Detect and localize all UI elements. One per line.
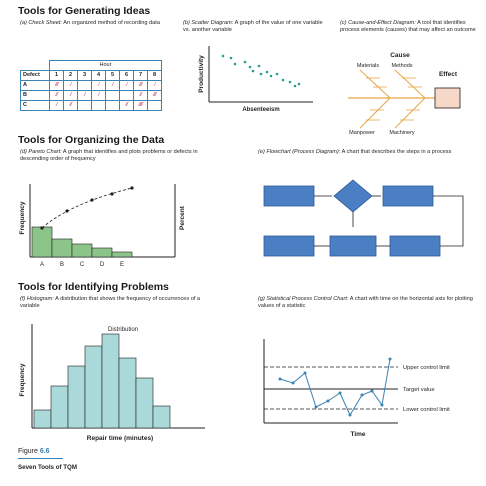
manpower-label: Manpower xyxy=(349,130,375,136)
flow-step-box xyxy=(330,236,376,256)
histogram-bar xyxy=(136,378,153,428)
scatter-point xyxy=(289,81,292,84)
caption-scatter xyxy=(183,20,331,34)
pareto-cumulative-point xyxy=(40,226,43,229)
check-sheet-hour-cell: 5 xyxy=(106,71,120,81)
check-sheet-defect-cell: B xyxy=(21,91,50,101)
scatter-point xyxy=(222,55,225,58)
check-sheet-tally-cell: / xyxy=(120,81,134,91)
spc-x-label: Time xyxy=(350,431,366,438)
spc-point xyxy=(327,400,330,403)
check-sheet-row xyxy=(21,81,162,91)
scatter-point xyxy=(270,75,273,78)
scatter-point xyxy=(282,79,285,82)
spc-ucl-label: Upper control limit xyxy=(403,365,450,371)
pareto-bar xyxy=(92,248,112,257)
caption-text: A graph that identifies and plots problems or defects in descending order of frequency xyxy=(20,149,198,162)
scatter-diagram xyxy=(195,44,325,124)
histogram-y-label: Frequency xyxy=(19,363,26,397)
check-sheet-row xyxy=(21,91,162,101)
scatter-point xyxy=(258,65,261,68)
check-sheet-defect-cell: C xyxy=(21,101,50,111)
histogram-bar xyxy=(119,358,136,428)
caption-label: (e) Flowchart (Process Diagram): xyxy=(258,149,341,155)
caption-label: (c) Cause-and-Effect Diagram: xyxy=(340,20,416,26)
scatter-point xyxy=(266,71,269,74)
section-heading-organizing: Tools for Organizing the Data xyxy=(18,134,165,146)
check-sheet-tally-cell xyxy=(106,91,120,101)
spc-point xyxy=(371,390,374,393)
cause-effect-diagram xyxy=(340,50,480,140)
check-sheet-hour-cell: 6 xyxy=(120,71,134,81)
check-sheet-tally-cell xyxy=(78,101,92,111)
histogram-bar xyxy=(34,410,51,428)
scatter-y-label: Productivity xyxy=(198,55,205,93)
check-sheet-tally-cell xyxy=(92,101,106,111)
caption-label: (a) Check Sheet: xyxy=(20,20,62,26)
spc-point xyxy=(361,394,364,397)
check-sheet-tally-cell: //// xyxy=(134,101,148,111)
figure-prefix: Figure xyxy=(18,448,38,455)
caption-label: (f) Histogram: xyxy=(20,296,54,302)
check-sheet-hour-cell: 4 xyxy=(92,71,106,81)
fishbone-bone xyxy=(395,98,425,128)
caption-label: (d) Pareto Chart: xyxy=(20,149,62,155)
check-sheet-hour-cell: 3 xyxy=(78,71,92,81)
pareto-bar xyxy=(112,252,132,257)
spc-point xyxy=(339,392,342,395)
caption-text: A distribution that shows the frequency of occurrences of a variable xyxy=(20,296,201,309)
caption-check-sheet xyxy=(20,20,170,27)
pareto-cumulative-point xyxy=(110,192,113,195)
histogram-bar xyxy=(153,406,170,428)
check-sheet-tally-cell: /// xyxy=(50,81,64,91)
pareto-cumulative-point xyxy=(90,198,93,201)
scatter-point xyxy=(276,73,279,76)
caption-text: A tool that identifies process elements (causes) that may affect an outcome xyxy=(340,20,476,33)
scatter-point xyxy=(234,63,237,66)
histogram-bar xyxy=(85,346,102,428)
check-sheet-defect-cell: A xyxy=(21,81,50,91)
flowchart xyxy=(258,172,473,272)
fishbone-bone xyxy=(395,70,425,98)
materials-label: Materials xyxy=(356,63,380,69)
check-sheet-tally-cell: /// xyxy=(134,81,148,91)
check-sheet-tally-cell: /// xyxy=(148,91,162,101)
caption-label: (g) Statistical Process Control Chart: xyxy=(258,296,349,302)
spc-chart xyxy=(258,335,478,445)
histogram-chart xyxy=(20,320,210,445)
section-heading-ideas: Tools for Generating Ideas xyxy=(18,5,151,17)
caption-spc xyxy=(258,296,473,310)
check-sheet-tally-cell: / xyxy=(106,81,120,91)
histogram-bar xyxy=(51,386,68,428)
scatter-point xyxy=(260,73,263,76)
check-sheet-hour-cell: 7 xyxy=(134,71,148,81)
check-sheet-tally-cell xyxy=(120,91,134,101)
flow-step-box xyxy=(390,236,440,256)
scatter-point xyxy=(252,70,255,73)
check-sheet-tally-cell: / xyxy=(64,91,78,101)
spc-lcl-label: Lower control limit xyxy=(403,407,450,413)
check-sheet-tally-cell: / xyxy=(92,91,106,101)
figure-title: Seven Tools of TQM xyxy=(18,464,78,471)
caption-label: (b) Scatter Diagram: xyxy=(183,20,234,26)
pareto-category-label: D xyxy=(99,262,105,268)
spc-point xyxy=(389,358,392,361)
figure-rule xyxy=(18,458,63,459)
histogram-bar xyxy=(102,334,119,428)
cause-label: Cause xyxy=(390,52,410,59)
spc-point xyxy=(292,382,295,385)
check-sheet-tally-cell: / xyxy=(92,81,106,91)
scatter-point xyxy=(244,61,247,64)
flow-step-box xyxy=(383,186,433,206)
fishbone-bone xyxy=(360,70,390,98)
histogram-bar xyxy=(68,366,85,428)
pareto-bar xyxy=(32,227,52,257)
pareto-cumulative-point xyxy=(65,209,68,212)
pareto-y-label-right: Percent xyxy=(179,206,186,230)
spc-point xyxy=(381,404,384,407)
spc-point xyxy=(304,372,307,375)
check-sheet-table xyxy=(20,60,162,111)
check-sheet-tally-cell xyxy=(78,81,92,91)
check-sheet-hour-header: Hour xyxy=(50,61,162,71)
flow-step-box xyxy=(264,236,314,256)
pareto-y-label-left: Frequency xyxy=(19,201,26,235)
check-sheet-tally-cell: // xyxy=(64,101,78,111)
spc-point xyxy=(315,406,318,409)
caption-text: A chart with time on the horizontal axis for plotting values of a statistic xyxy=(258,296,473,309)
check-sheet-tally-cell: / xyxy=(78,91,92,101)
caption-pareto xyxy=(20,149,225,163)
figure-number: 6.6 xyxy=(39,448,50,455)
check-sheet-hour-cell: 1 xyxy=(50,71,64,81)
methods-label: Methods xyxy=(391,63,413,69)
caption-text: A chart that describes the steps in a process xyxy=(341,149,452,155)
check-sheet-corner xyxy=(21,61,50,71)
check-sheet-tally-cell: // xyxy=(50,91,64,101)
pareto-category-label: C xyxy=(79,262,85,268)
effect-box xyxy=(435,88,460,108)
scatter-point xyxy=(249,66,252,69)
pareto-bar xyxy=(72,244,92,257)
effect-label: Effect xyxy=(438,71,458,78)
pareto-cumulative-line xyxy=(42,188,132,228)
pareto-category-label: B xyxy=(59,262,65,268)
flow-step-box xyxy=(264,186,314,206)
check-sheet-tally-cell xyxy=(148,101,162,111)
check-sheet-defect-header: Defect xyxy=(21,71,50,81)
pareto-category-label: A xyxy=(39,262,45,268)
check-sheet-tally-cell: / xyxy=(64,81,78,91)
scatter-point xyxy=(294,85,297,88)
check-sheet-tally-cell: / xyxy=(148,81,162,91)
section-heading-problems: Tools for Identifying Problems xyxy=(18,281,169,293)
pareto-bar xyxy=(52,239,72,257)
scatter-point xyxy=(298,83,301,86)
pareto-category-label: E xyxy=(119,262,125,268)
caption-cause-effect xyxy=(340,20,482,34)
check-sheet-tally-cell: // xyxy=(120,101,134,111)
caption-text: An organized method of recording data xyxy=(63,20,160,26)
check-sheet-hour-cell: 8 xyxy=(148,71,162,81)
check-sheet-row xyxy=(21,101,162,111)
spc-target-label: Target value xyxy=(403,387,435,393)
machinery-label: Machinery xyxy=(389,130,415,136)
pareto-cumulative-point xyxy=(130,186,133,189)
spc-point xyxy=(279,378,282,381)
check-sheet-tally-cell: / xyxy=(50,101,64,111)
figure-label xyxy=(18,448,50,455)
histogram-title: Distribution xyxy=(107,327,139,333)
check-sheet-tally-cell: // xyxy=(134,91,148,101)
flow-decision-diamond xyxy=(334,180,372,212)
scatter-x-label: Absenteeism xyxy=(242,107,280,113)
check-sheet-tally-cell xyxy=(106,101,120,111)
fishbone-bone xyxy=(360,98,390,128)
caption-flowchart xyxy=(258,149,468,156)
pareto-chart xyxy=(20,178,195,275)
check-sheet-hour-cell: 2 xyxy=(64,71,78,81)
spc-point xyxy=(349,414,352,417)
caption-histogram xyxy=(20,296,220,310)
scatter-point xyxy=(230,57,233,60)
histogram-x-label: Repair time (minutes) xyxy=(86,435,154,442)
caption-text: A graph of the value of one variable vs. another variable xyxy=(183,20,323,33)
